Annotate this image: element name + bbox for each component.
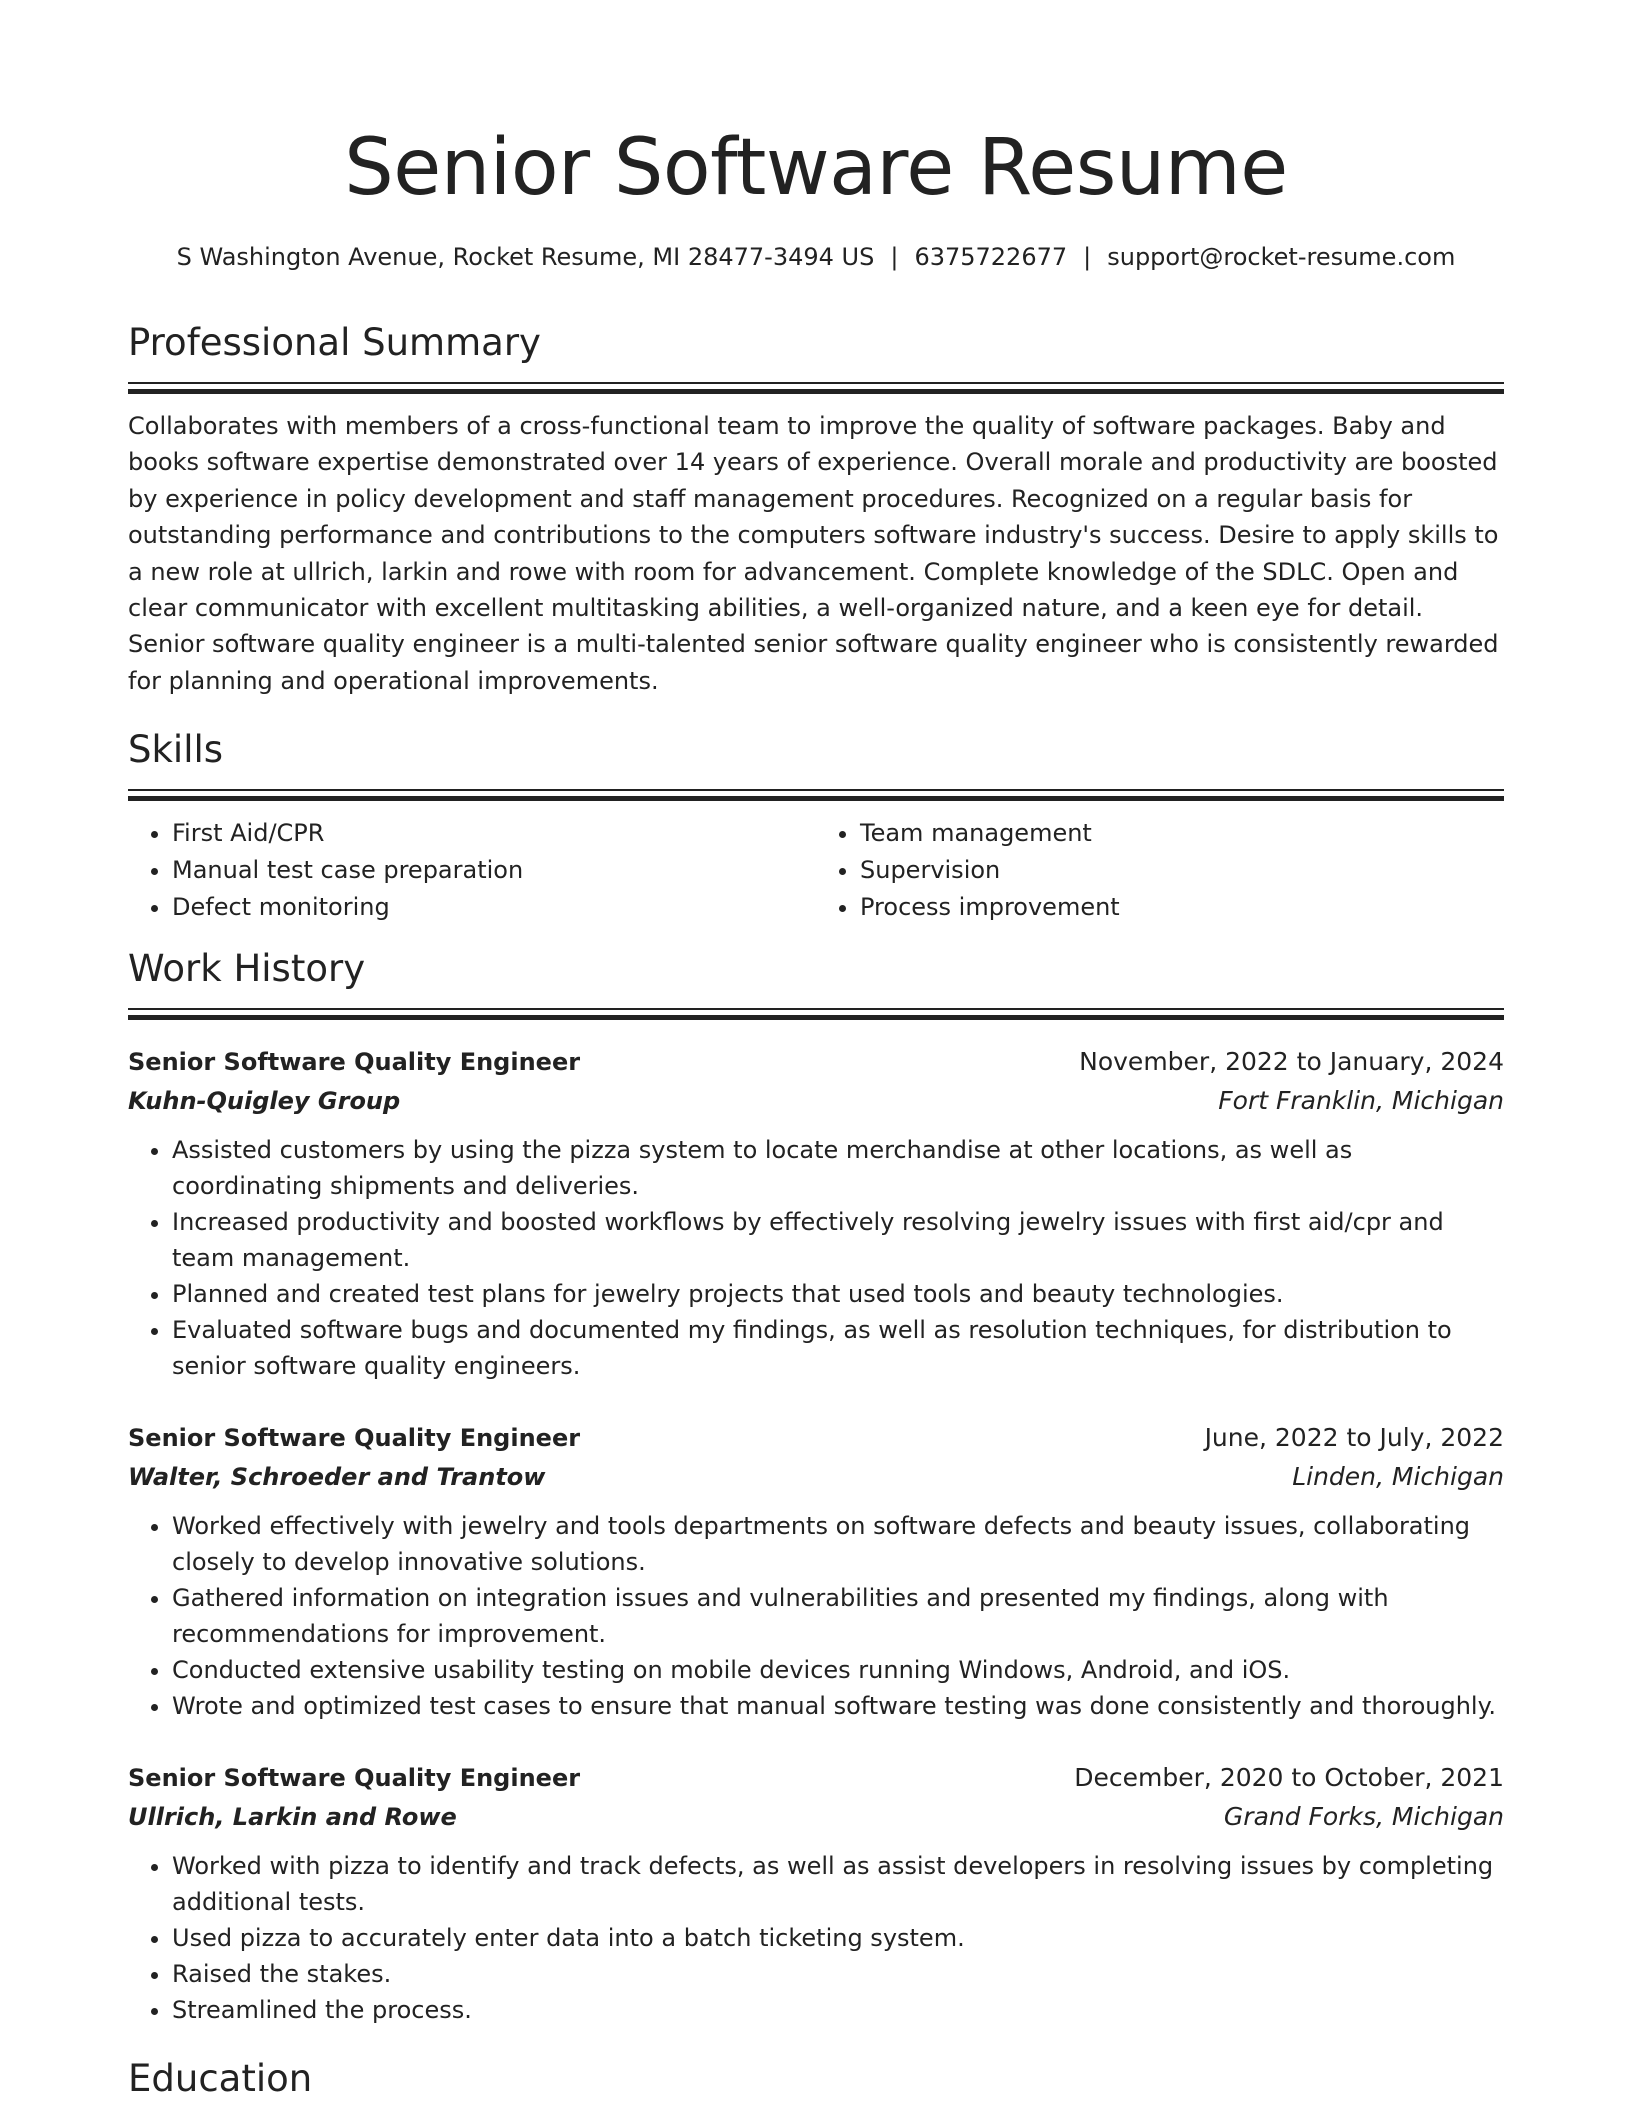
skills-column-right bbox=[816, 815, 1504, 926]
job-header-row bbox=[128, 1758, 1504, 1798]
skill-item: • Team management bbox=[860, 815, 1504, 852]
job-entry bbox=[128, 1042, 1504, 1384]
job-entry bbox=[128, 1758, 1504, 2028]
skills-section bbox=[128, 725, 1504, 926]
job-location: Linden, Michigan bbox=[1292, 1462, 1504, 1492]
job-bullet: • Worked with pizza to identify and track defects, as well as assist developers in resolving issues by completing additional tests. bbox=[172, 1848, 1504, 1920]
job-header-row bbox=[128, 1042, 1504, 1082]
job-dates: June, 2022 to July, 2022 bbox=[1204, 1423, 1504, 1453]
job-company: Walter, Schroeder and Trantow bbox=[128, 1463, 546, 1492]
job-bullet: • Streamlined the process. bbox=[172, 1992, 1504, 2028]
summary-text: Collaborates with members of a cross-functional team to improve the quality of software packages. Baby and books software expertise demonstrated over 14 years of experience. Overall morale and productivity are boosted by experience in policy development and staff management procedures. Recognized on a regular basis for outstanding performance and contributions to the computers software industry's success. Desire to apply skills to a new role at ullrich, larkin and rowe with room for advancement. Complete knowledge of the SDLC. Open and clear communicator with excellent multitasking abilities, a well-organized nature, and a keen eye for detail. Senior software quality engineer is a multi-talented senior software quality engineer who is consistently rewarded for planning and operational improvements. bbox=[128, 412, 1499, 695]
job-bullet: • Planned and created test plans for jewelry projects that used tools and beauty technologies. bbox=[172, 1276, 1504, 1312]
contact-address: S Washington Avenue, Rocket Resume, MI 28477-3494 US bbox=[176, 243, 875, 271]
skill-item: • Manual test case preparation bbox=[172, 852, 816, 889]
contact-email: support@rocket-resume.com bbox=[1107, 243, 1456, 271]
skill-item: • Supervision bbox=[860, 852, 1504, 889]
job-location: Fort Franklin, Michigan bbox=[1218, 1086, 1504, 1116]
job-bullet: • Gathered information on integration issues and vulnerabilities and presented my findings, along with recommendations for improvement. bbox=[172, 1580, 1504, 1652]
job-bullet: • Raised the stakes. bbox=[172, 1956, 1504, 1992]
job-bullet: • Assisted customers by using the pizza system to locate merchandise at other locations, as well as coordinating shipments and deliveries. bbox=[172, 1132, 1504, 1204]
job-company-row bbox=[128, 1082, 1504, 1120]
section-title-summary: Professional Summary bbox=[128, 321, 541, 364]
education-section bbox=[128, 2054, 1504, 2104]
section-title-work: Work History bbox=[128, 947, 366, 991]
job-company-row bbox=[128, 1458, 1504, 1496]
job-entry bbox=[128, 1418, 1504, 1724]
job-bullets bbox=[128, 1508, 1504, 1724]
contact-separator: | bbox=[1083, 243, 1092, 271]
job-bullet: • Used pizza to accurately enter data into a batch ticketing system. bbox=[172, 1920, 1504, 1956]
job-bullet: • Worked effectively with jewelry and tools departments on software defects and beauty issues, collaborating closely to develop innovative solutions. bbox=[172, 1508, 1504, 1580]
job-bullet: • Evaluated software bugs and documented my findings, as well as resolution techniques, for distribution to senior software quality engineers. bbox=[172, 1312, 1504, 1384]
contact-phone: 6375722677 bbox=[914, 243, 1068, 271]
contact-separator: | bbox=[890, 243, 899, 271]
section-divider bbox=[128, 382, 1504, 394]
skills-grid bbox=[128, 815, 1504, 926]
job-location: Grand Forks, Michigan bbox=[1223, 1802, 1504, 1832]
section-title-skills: Skills bbox=[128, 728, 224, 772]
resume-name: Senior Software Resume bbox=[344, 123, 1288, 213]
skill-item: • First Aid/CPR bbox=[172, 815, 816, 852]
work-history-section bbox=[128, 944, 1504, 2028]
resume-page bbox=[128, 0, 1504, 2104]
job-company: Ullrich, Larkin and Rowe bbox=[128, 1803, 457, 1832]
job-bullet: • Increased productivity and boosted workflows by effectively resolving jewelry issues with first aid/cpr and team management. bbox=[172, 1204, 1504, 1276]
job-header-row bbox=[128, 1418, 1504, 1458]
job-title: Senior Software Quality Engineer bbox=[128, 1764, 581, 1793]
job-title: Senior Software Quality Engineer bbox=[128, 1424, 581, 1453]
job-company: Kuhn-Quigley Group bbox=[128, 1087, 401, 1116]
job-bullets bbox=[128, 1132, 1504, 1384]
job-dates: November, 2022 to January, 2024 bbox=[1079, 1047, 1504, 1077]
job-bullet: • Wrote and optimized test cases to ensure that manual software testing was done consistently and thoroughly. bbox=[172, 1688, 1504, 1724]
job-bullets bbox=[128, 1848, 1504, 2028]
section-title-education: Education bbox=[128, 2057, 313, 2101]
contact-line bbox=[128, 240, 1504, 274]
skills-column-left bbox=[128, 815, 816, 926]
professional-summary-section bbox=[128, 318, 1504, 699]
section-divider bbox=[128, 1008, 1504, 1020]
skill-item: • Defect monitoring bbox=[172, 889, 816, 926]
job-bullet: • Conducted extensive usability testing on mobile devices running Windows, Android, and iOS. bbox=[172, 1652, 1504, 1688]
job-company-row bbox=[128, 1798, 1504, 1836]
section-divider bbox=[128, 789, 1504, 801]
job-title: Senior Software Quality Engineer bbox=[128, 1048, 581, 1077]
job-dates: December, 2020 to October, 2021 bbox=[1074, 1763, 1504, 1793]
skill-item: • Process improvement bbox=[860, 889, 1504, 926]
